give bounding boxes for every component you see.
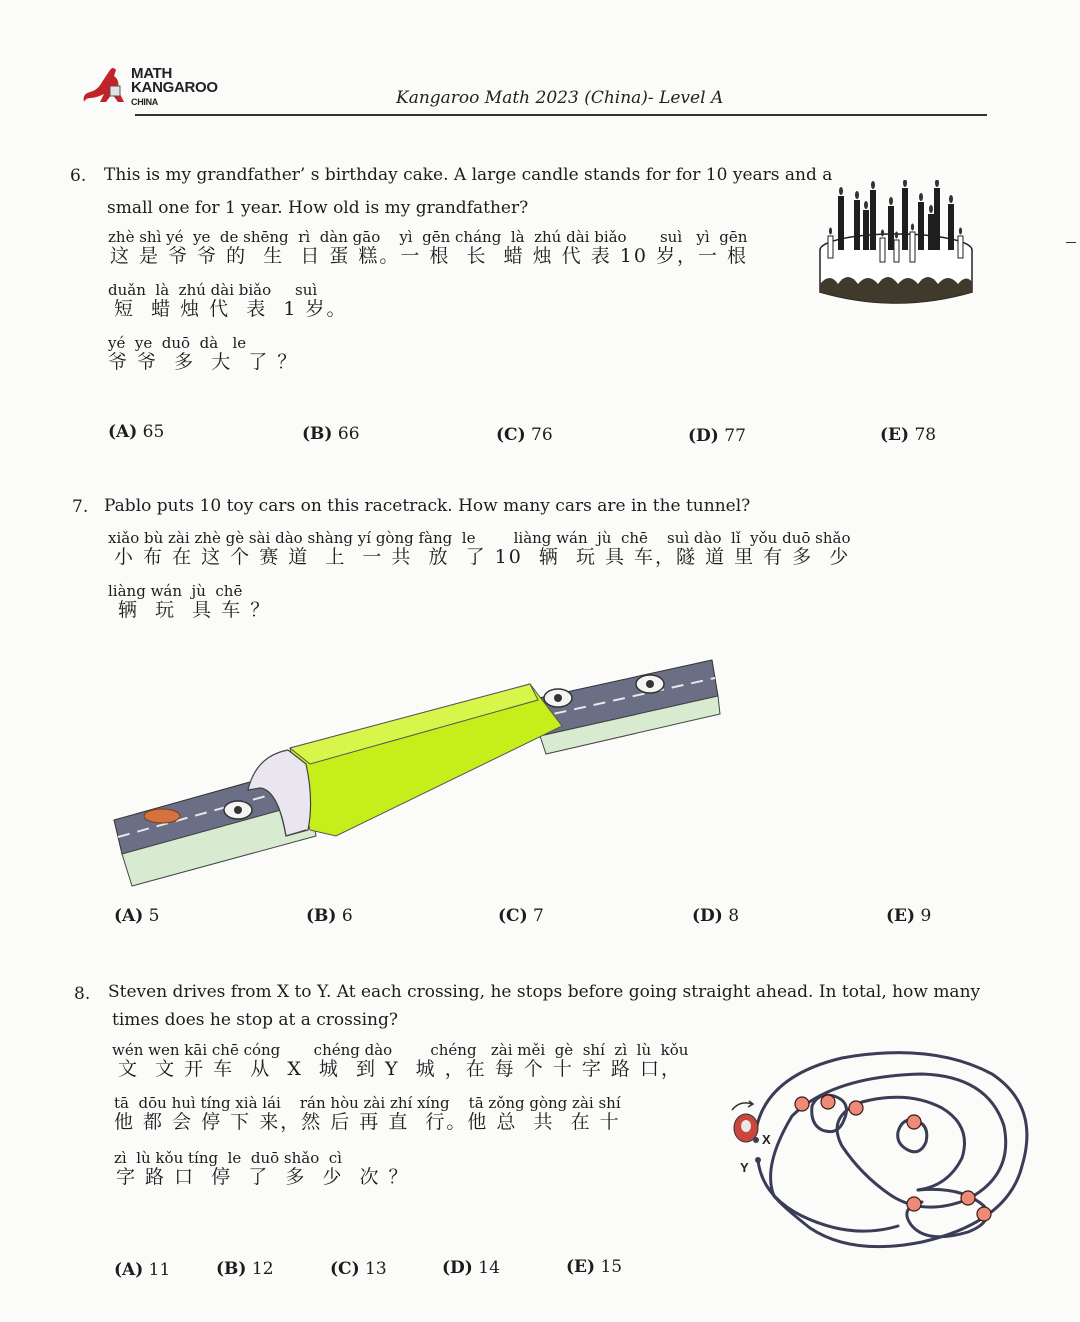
q6-option-a[interactable] [108, 422, 164, 442]
q7-option-a[interactable] [114, 906, 160, 926]
header [0, 0, 1080, 120]
q7-option-e[interactable] [886, 906, 931, 926]
option-letter: (E) [886, 906, 916, 926]
q8-option-e[interactable] [566, 1257, 622, 1277]
toy-car-white-1 [224, 801, 252, 819]
q7-option-b[interactable] [306, 906, 353, 926]
birthday-cake-illustration [808, 180, 984, 310]
point-x-marker [753, 1137, 759, 1143]
racetrack-tunnel-illustration [110, 640, 722, 890]
q7-option-c[interactable] [498, 906, 544, 926]
option-letter: (A) [108, 422, 138, 442]
q6-text-line2: small one for 1 year. How old is my grandfather? [107, 198, 529, 218]
toy-car-white-2 [544, 689, 572, 707]
option-value: 13 [359, 1259, 387, 1279]
q8-hanzi-line2: 他 都 会 停 下 来，然 后 再 直 行。他 总 共 在 十 [114, 1111, 621, 1133]
page-title: Kangaroo Math 2023 (China)- Level A [396, 88, 724, 108]
q6-option-b[interactable] [302, 424, 360, 444]
option-value: 77 [718, 426, 746, 446]
option-value: 6 [336, 906, 353, 926]
q6-option-d[interactable] [688, 426, 746, 446]
option-letter: (C) [330, 1259, 360, 1279]
option-letter: (D) [442, 1258, 473, 1278]
q7-option-d[interactable] [692, 906, 739, 926]
option-letter: (D) [692, 906, 723, 926]
spiral-road-diagram [722, 1046, 1044, 1266]
q6-hanzi-line3: 爷 爷 多 大 了 ？ [108, 351, 299, 373]
logo-line-math: MATH [131, 65, 173, 82]
q7-pinyin-line1: xiǎo bù zài zhè gè sài dào shàng yí gòng fàng le liàng wán jù chē suì dào lǐ yǒu duō shǎo [108, 529, 851, 547]
option-value: 76 [525, 425, 553, 445]
q7-number: 7. [72, 497, 89, 517]
option-letter: (B) [306, 906, 337, 926]
crossing-marker [849, 1101, 863, 1115]
q7-text-line1: Pablo puts 10 toy cars on this racetrack. How many cars are in the tunnel? [104, 496, 751, 516]
q8-text-line1: Steven drives from X to Y. At each crossing, he stops before going straight ahead. In total, how many [108, 982, 981, 1002]
option-value: 66 [332, 424, 360, 444]
q6-hanzi-line1: 这 是 爷 爷 的 生 日 蛋 糕。一 根 长 蜡 烛 代 表 10 岁，一 根 [110, 245, 749, 267]
q8-option-b[interactable] [216, 1259, 274, 1279]
option-value: 12 [246, 1259, 274, 1279]
option-letter: (E) [566, 1257, 596, 1277]
logo-line-china: CHINA [131, 97, 158, 107]
crossing-marker [821, 1095, 835, 1109]
q8-hanzi-line1: 文 文 开 车 从 X 城 到 Y 城 ，在 每 个 十 字 路 口， [118, 1058, 682, 1080]
q7-hanzi-line1: 小 布 在 这 个 赛 道 上 一 共 放 了 10 辆 玩 具 车，隧 道 里 有 多 少 [114, 546, 851, 568]
small-candle-flames [829, 224, 962, 239]
toy-car-orange [144, 809, 180, 823]
tunnel-body [290, 684, 562, 836]
option-value: 5 [143, 906, 160, 926]
option-letter: (A) [114, 1260, 144, 1280]
q8-hanzi-line3: 字 路 口 停 了 多 少 次 ？ [116, 1166, 410, 1188]
option-letter: (B) [216, 1259, 247, 1279]
kangaroo-logo-icon [80, 64, 132, 108]
q8-text-line2: times does he stop at a crossing? [112, 1010, 398, 1030]
q6-text-line1: This is my grandfather’ s birthday cake. A large candle stands for for 10 years and a [104, 165, 833, 185]
q6-hanzi-line2: 短 蜡 烛 代 表 1 岁。 [114, 298, 348, 320]
option-value: 14 [472, 1258, 500, 1278]
q6-pinyin-line1: zhè shì yé ye de shēng rì dàn gāo yì gēn cháng là zhú dài biǎo suì yì gēn [108, 228, 748, 246]
edge-mark [1066, 242, 1076, 243]
option-letter: (C) [498, 906, 528, 926]
q6-option-e[interactable] [880, 425, 936, 445]
q8-number: 8. [74, 984, 91, 1004]
car-icon [732, 1101, 758, 1142]
q8-pinyin-line3: zì lù kǒu tíng le duō shǎo cì [114, 1149, 342, 1167]
option-value: 9 [915, 906, 932, 926]
q8-pinyin-line2: tā dōu huì tíng xià lái rán hòu zài zhí xíng tā zǒng gòng zài shí [114, 1094, 621, 1112]
q6-option-c[interactable] [496, 425, 553, 445]
option-letter: (B) [302, 424, 333, 444]
crossing-marker [977, 1207, 991, 1221]
option-letter: (E) [880, 425, 910, 445]
crossing-marker [907, 1115, 921, 1129]
option-value: 15 [595, 1257, 623, 1277]
toy-car-white-3 [636, 675, 664, 693]
option-value: 65 [137, 422, 165, 442]
header-divider [135, 114, 987, 116]
option-value: 7 [527, 906, 544, 926]
q8-option-d[interactable] [442, 1258, 500, 1278]
q6-pinyin-line3: yé ye duō dà le [108, 334, 247, 352]
q8-pinyin-line1: wén wen kāi chē cóng chéng dào chéng zài měi gè shí zì lù kǒu [112, 1041, 689, 1059]
option-value: 11 [143, 1260, 171, 1280]
logo-text [131, 67, 218, 109]
q6-pinyin-line2: duǎn là zhú dài biǎo suì [108, 281, 318, 299]
option-value: 78 [909, 425, 937, 445]
q7-hanzi-line2: 辆 玩 具 车 ？ [118, 599, 272, 621]
q7-pinyin-line2: liàng wán jù chē [108, 582, 243, 600]
option-letter: (D) [688, 426, 719, 446]
crossing-marker [795, 1097, 809, 1111]
crossing-marker [961, 1191, 975, 1205]
point-y-label: Y [740, 1160, 749, 1175]
option-value: 8 [722, 906, 740, 926]
crossing-marker [907, 1197, 921, 1211]
logo-line-kangaroo: KANGAROO [131, 79, 218, 96]
q8-option-a[interactable] [114, 1260, 170, 1280]
point-x-label: X [762, 1132, 771, 1147]
point-y-marker [755, 1157, 761, 1163]
q8-option-c[interactable] [330, 1259, 387, 1279]
option-letter: (A) [114, 906, 144, 926]
option-letter: (C) [496, 425, 526, 445]
q6-number: 6. [70, 166, 87, 186]
